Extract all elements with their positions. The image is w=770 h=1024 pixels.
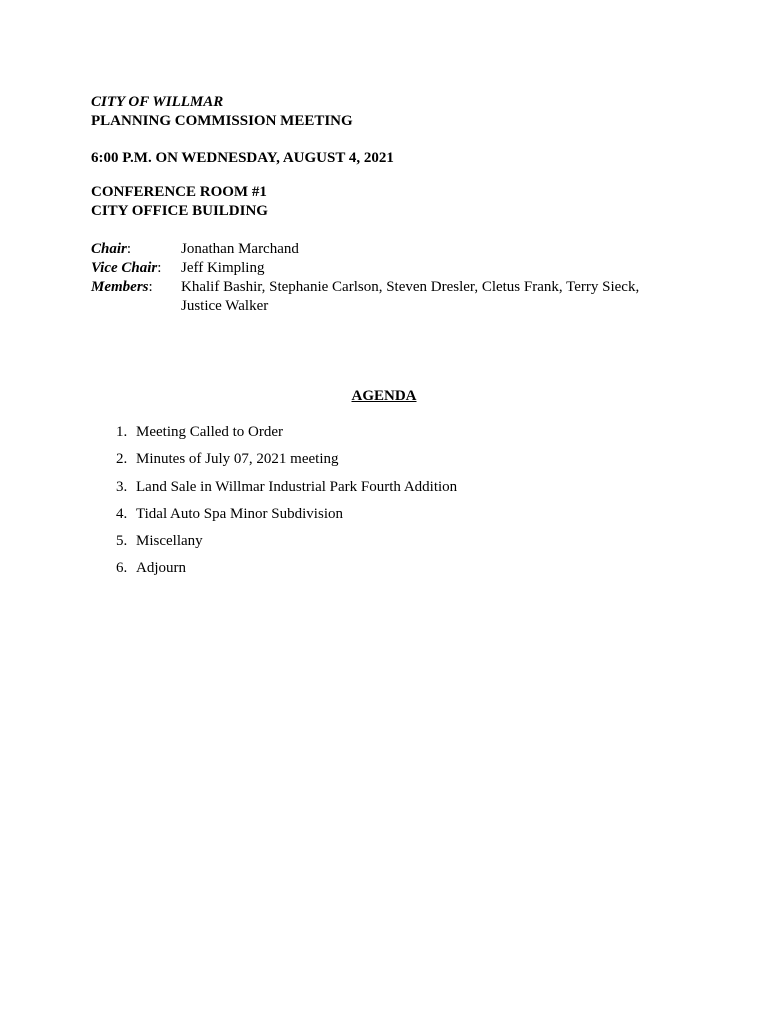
agenda-item-text: Adjourn bbox=[136, 560, 186, 577]
vice-chair-value: Jeff Kimpling bbox=[181, 260, 265, 276]
vice-chair-label: Vice Chair bbox=[91, 260, 158, 276]
agenda-item-number: 4. bbox=[116, 505, 128, 522]
agenda-item-text: Miscellany bbox=[136, 533, 203, 550]
city-name: CITY OF WILLMAR bbox=[91, 94, 224, 110]
meeting-name: PLANNING COMMISSION MEETING bbox=[91, 113, 353, 129]
agenda-title: AGENDA bbox=[351, 388, 417, 404]
members-line-2: Justice Walker bbox=[181, 298, 269, 314]
meeting-building: CITY OFFICE BUILDING bbox=[91, 203, 268, 219]
agenda-item bbox=[116, 505, 676, 532]
roster-row-chair: Chair: Jonathan Marchand bbox=[91, 240, 691, 259]
meeting-room: CONFERENCE ROOM #1 bbox=[91, 184, 267, 200]
agenda-item-number: 6. bbox=[116, 560, 128, 577]
agenda-item bbox=[116, 423, 676, 450]
agenda-item-number: 5. bbox=[116, 533, 128, 550]
agenda-list bbox=[116, 423, 676, 587]
agenda-item bbox=[116, 478, 676, 505]
meeting-datetime: 6:00 P.M. ON WEDNESDAY, AUGUST 4, 2021 bbox=[91, 150, 394, 166]
members-line-1: Khalif Bashir, Stephanie Carlson, Steven Dresler, Cletus Frank, Terry Sieck, bbox=[181, 279, 640, 295]
agenda-item-number: 1. bbox=[116, 424, 128, 440]
chair-value: Jonathan Marchand bbox=[181, 241, 299, 257]
agenda-item bbox=[116, 532, 676, 559]
chair-label: Chair bbox=[91, 241, 127, 257]
agenda-item bbox=[116, 450, 676, 477]
members-value bbox=[181, 278, 691, 316]
agenda-item-number: 3. bbox=[116, 478, 128, 495]
agenda-item-text: Tidal Auto Spa Minor Subdivision bbox=[136, 505, 343, 522]
members-label: Members bbox=[91, 279, 149, 295]
agenda-item bbox=[116, 559, 676, 586]
agenda-item-text: Land Sale in Willmar Industrial Park Fourth Addition bbox=[136, 478, 458, 495]
agenda-item-number: 2. bbox=[116, 451, 128, 468]
roster-row-members: Members: Khalif Bashir, Stephanie Carlson, Steven Dresler, Cletus Frank, Terry Sieck, Justice Walker bbox=[91, 278, 691, 316]
agenda-item-text: Minutes of July 07, 2021 meeting bbox=[136, 451, 339, 468]
agenda-heading bbox=[0, 387, 770, 406]
agenda-item-text: Meeting Called to Order bbox=[136, 424, 284, 440]
meeting-header bbox=[91, 93, 691, 221]
commission-roster bbox=[91, 240, 691, 316]
roster-row-vice-chair: Vice Chair: Jeff Kimpling bbox=[91, 259, 691, 278]
